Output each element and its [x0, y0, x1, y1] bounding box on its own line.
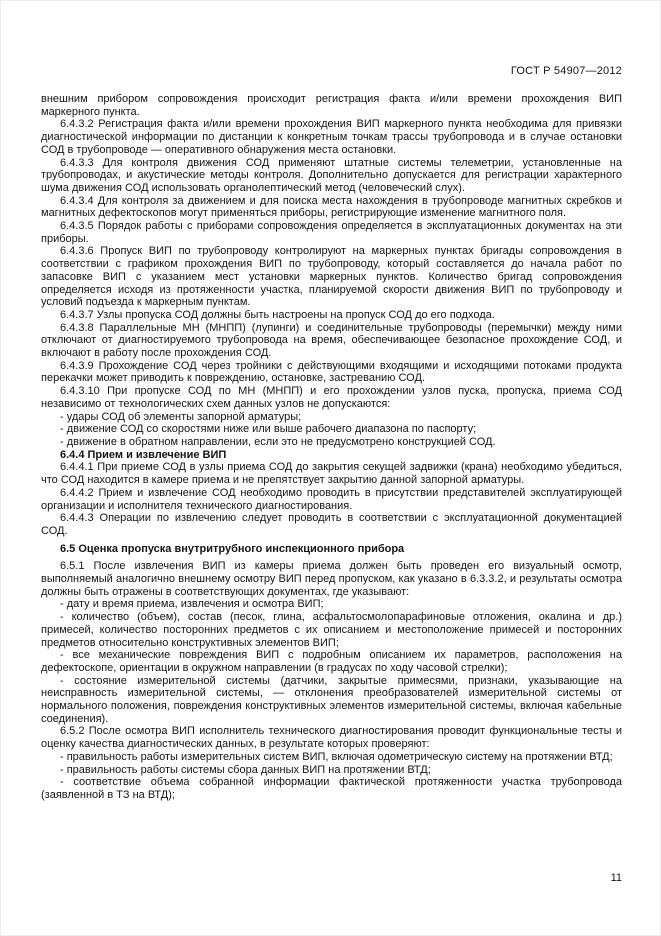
- paragraph: 6.5.2 После осмотра ВИП исполнитель технического диагностирования проводит функциональные тесты и оценку качества диагностических данных, в результате которых проверяют:: [41, 725, 622, 751]
- section-heading: 6.5 Оценка пропуска внутритрубного инспекционного прибора: [60, 542, 405, 555]
- paragraph: - соответствие объема собранной информации фактической протяженности участка трубопровода (заявленной в ТЗ на ВТД);: [41, 776, 622, 801]
- paragraph: 6.4.4.1 При приеме СОД в узлы приема СОД до закрытия секущей задвижки (крана) необходимо убедиться, что СОД находится в камере приема и не препятствует закрытию данной запорной арматуры.: [41, 461, 622, 487]
- document-code: ГОСТ Р 54907—2012: [510, 65, 622, 77]
- paragraph: - все механические повреждения ВИП с подробным описанием их параметров, расположения на дефектоскопе, ориентации в окружном направлении (в градусах по ходу часовой стрелки);: [41, 649, 622, 674]
- paragraph: - состояние измерительной системы (датчики, закрытые примесями, признаки, указывающие на неисправность измерительной системы, — отклонения преобразователей измерительной системы от нормального положения, повреждения конструктивных элементов измерительной системы, включая кабельные соединения).: [41, 674, 622, 725]
- paragraph: 6.4.3.2 Регистрация факта и/или времени прохождения ВИП маркерного пункта необходима для привязки диагностической информации по дистанции к конкретным точкам трассы трубопровода и в случае остановки СОД в трубопроводе — оперативного обнаружения места остановки.: [41, 118, 622, 156]
- paragraph: - правильность работы системы сбора данных ВИП на протяжении ВТД;: [60, 763, 431, 776]
- paragraph: 6.4.3.8 Параллельные МН (МНПП) (лупинги) и соединительные трубопроводы (перемычки) между ними отключают от диагностируемого трубопровода на время, обеспечивающее безопасное прохождение СОД, и включают в работу после прохождения СОД.: [41, 321, 622, 360]
- paragraph: 6.4.4.2 Прием и извлечение СОД необходимо проводить в присутствии представителей эксплуатирующей организации и исполнителя технического диагностирования.: [41, 486, 622, 512]
- paragraph: 6.4.4.3 Операции по извлечению следует проводить в соответствии с эксплуатационной документацией СОД.: [41, 512, 622, 537]
- paragraph: 6.4.3.6 Пропуск ВИП по трубопроводу контролируют на маркерных пунктах бригады сопровождения в соответствии с графиком прохождения ВИП по трубопроводу, который составляется до начала работ по запасовке ВИП с указанием мест установки маркерных пунктов. Количество бригад сопровождения определяется исходя из протяженности участка, планируемой скорости движения ВИП по трубопроводу и условий подъезда к маркерным пунктам.: [41, 245, 622, 309]
- paragraph: - удары СОД об элементы запорной арматуры;: [60, 410, 302, 423]
- paragraph: внешним прибором сопровождения происходит регистрация факта и/или времени прохождения ВИП маркерного пункта.: [41, 93, 622, 118]
- paragraph: - дату и время приема, извлечения и осмотра ВИП;: [60, 598, 324, 611]
- paragraph: - количество (объем), состав (песок, глина, асфальтосмолопарафиновые отложения, окалина и др.) примесей, количество посторонних предметов с их описанием и местоположение примесей и посторонних предметов относительно конструктивных элементов ВИП;: [41, 611, 622, 649]
- paragraph: - движение в обратном направлении, если это не предусмотрено конструкцией СОД.: [60, 435, 496, 448]
- paragraph: 6.5.1 После извлечения ВИП из камеры приема должен быть проведен его визуальный осмотр, выполняемый аналогично внешнему осмотру ВИП перед пропуском, как указано в 6.3.3.2, и результаты осмотра должны быть отражены в соответствующих документах, где указывают:: [41, 560, 622, 598]
- paragraph: 6.4.3.7 Узлы пропуска СОД должны быть настроены на пропуск СОД до его подхода.: [60, 308, 495, 321]
- document-body: [41, 93, 622, 802]
- paragraph: - правильность работы измерительных систем ВИП, включая одометрическую систему на протяжении ВТД;: [60, 750, 613, 763]
- page-number: 11: [610, 872, 622, 884]
- paragraph: - движение СОД со скоростями ниже или выше рабочего диапазона по паспорту;: [60, 423, 477, 436]
- paragraph: 6.4.3.3 Для контроля движения СОД применяют штатные системы телеметрии, установленные на трубопроводах, и акустические методы контроля. Дополнительно допускается для регистрации характерного шума движения СОД использовать органолептический метод (человеческий слух).: [41, 156, 622, 194]
- paragraph: 6.4.3.4 Для контроля за движением и для поиска места нахождения в трубопроводе магнитных скребков и магнитных дефектоскопов могут применяться приборы, регистрирующие изменение магнитного поля.: [41, 194, 622, 220]
- section-heading: 6.4.4 Прием и извлечение ВИП: [60, 448, 227, 461]
- paragraph: 6.4.3.5 Порядок работы с приборами сопровождения определяется в эксплуатационных документах на эти приборы.: [41, 220, 622, 245]
- paragraph: 6.4.3.10 При пропуске СОД по МН (МНПП) и его прохождении узлов пуска, пропуска, приема СОД независимо от технологических схем данных узлов не допускаются:: [41, 385, 622, 410]
- paragraph: 6.4.3.9 Прохождение СОД через тройники с действующими входящими и исходящими потоками продукта перекачки может приводить к повреждению, остановке, застреванию СОД.: [41, 359, 622, 385]
